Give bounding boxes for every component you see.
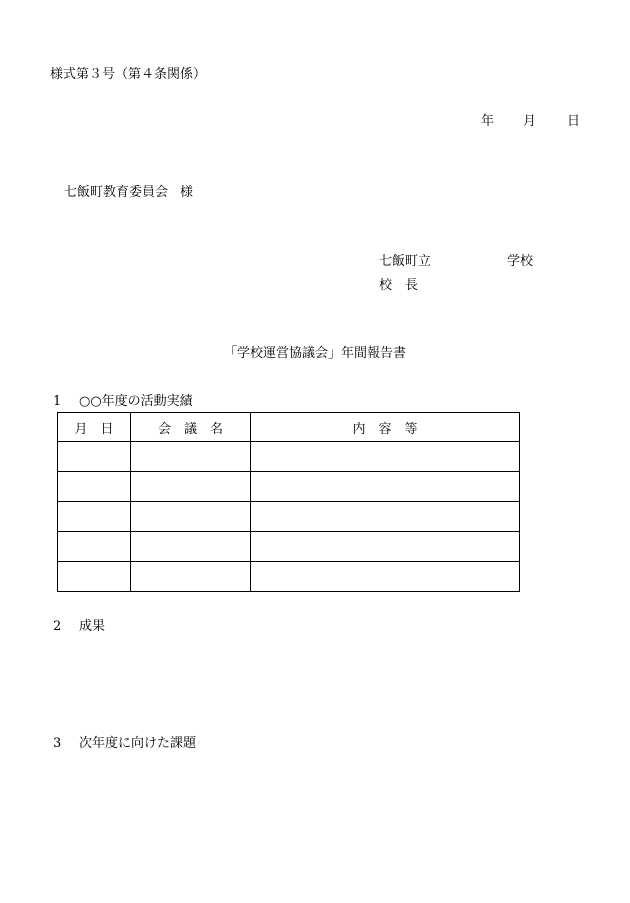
- cell-date: [58, 532, 131, 562]
- date-year-label: 年: [481, 114, 495, 129]
- header-meeting-name: 会 議 名: [131, 413, 251, 442]
- date-month-label: 月: [523, 114, 537, 129]
- cell-content: [251, 442, 520, 472]
- document-title: 「学校運営協議会」年間報告書: [223, 346, 406, 361]
- header-date: 月 日: [58, 413, 131, 442]
- cell-meeting-name: [131, 442, 251, 472]
- section-3-heading: [53, 736, 196, 752]
- form-number: 様式第３号（第４条関係）: [50, 67, 207, 82]
- cell-meeting-name: [131, 472, 251, 502]
- cell-meeting-name: [131, 502, 251, 532]
- section-number: 2: [53, 619, 62, 634]
- header-content: 内 容 等: [251, 413, 520, 442]
- section-number: 1: [53, 394, 62, 409]
- section-title: 成果: [79, 619, 106, 634]
- table-row: [58, 472, 520, 502]
- cell-meeting-name: [131, 562, 251, 592]
- table-row: [58, 442, 520, 472]
- date-day-label: 日: [567, 114, 581, 129]
- cell-content: [251, 532, 520, 562]
- addressee-name: 七飯町教育委員会: [64, 185, 169, 200]
- sender-principal: 校 長: [379, 278, 419, 293]
- section-number: 3: [53, 736, 62, 751]
- section-title: ○○年度の活動実績: [79, 394, 193, 409]
- activity-table: [57, 412, 520, 592]
- cell-date: [58, 502, 131, 532]
- sender-school: [379, 254, 534, 270]
- cell-date: [58, 442, 131, 472]
- cell-date: [58, 562, 131, 592]
- school-prefix: 七飯町立: [379, 254, 432, 269]
- table-header-row: [58, 413, 520, 442]
- section-title: 次年度に向けた課題: [79, 736, 197, 751]
- table-row: [58, 562, 520, 592]
- cell-content: [251, 472, 520, 502]
- cell-content: [251, 562, 520, 592]
- section-2-heading: [53, 619, 105, 635]
- cell-date: [58, 472, 131, 502]
- cell-meeting-name: [131, 532, 251, 562]
- addressee: [64, 185, 193, 201]
- table-row: [58, 532, 520, 562]
- cell-content: [251, 502, 520, 532]
- section-1-heading: [53, 394, 193, 410]
- addressee-honorific: 様: [180, 185, 194, 200]
- table-row: [58, 502, 520, 532]
- school-suffix: 学校: [507, 254, 534, 269]
